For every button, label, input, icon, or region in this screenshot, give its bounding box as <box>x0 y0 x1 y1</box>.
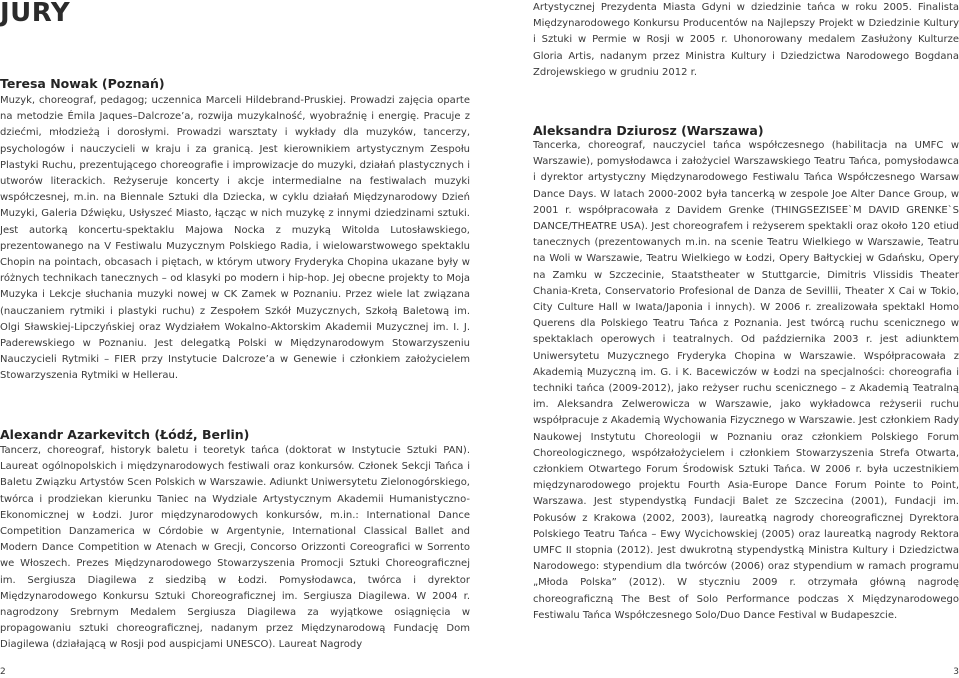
juror-bio-azarkevitch: Tancerz, choreograf, historyk baletu i teoretyk tańca (doktorat w Instytucie Sztuki PAN). Laureat ogólnopolskich i międzynarodowych festiwali oraz konkursów. Członek Sekcji Tańca i Baletu Związku Artystów Scen Polskich w Warszawie. Adiunkt Uniwersytetu Zielonogórskiego, twórca i prodziekan kierunku Taniec na Wydziale Artystycznym Akademii Humanistyczno-Ekonomicznej w Łodzi. Juror międzynarodowych konkursów, m.in.: International Dance Competition Danzamerica w Córdobie w Argentynie, International Classical Ballet and Modern Dance Competition w Atenach w Grecji, Concorso Orizzonti Coreografici w Sorrento we Włoszech. Prezes Międzynarodowego Stowarzyszenia Promocji Sztuki Choreograficznej im. Sergiusza Diagilewa z siedzibą w Łodzi. Pomysłodawca, twórca i dyrektor Międzynarodowego Konkursu Sztuki Choreograficznej im. Sergiusza Diagilewa. W 2004 r. nagrodzony Srebrnym Medalem Sergiusza Diagilewa za wyjątkowe osiągnięcia w propagowaniu sztuki choreograficznej, nadanym przez Międzynarodową Fundację Dom Diagilewa (działającą w Rosji pod auspicjami UNESCO). Laureat Nagrody <box>0 445 470 651</box>
page-title: JURY <box>0 0 71 28</box>
juror-bio-azarkevitch-continued: Artystycznej Prezydenta Miasta Gdyni w dziedzinie tańca w roku 2005. Finalista Międzynarodowego Konkursu Producentów na Najlepszy Projekt w Dziedzinie Kultury i Sztuki w Permie w Rosji w 2005 r. Uhonorowany medalem Zasłużony Kulturze Gloria Artis, nadanym przez Ministra Kultury i Dziedzictwa Narodowego Bogdana Zdrojewskiego w grudniu 2012 r. <box>533 2 959 78</box>
page-number-left: 2 <box>0 667 6 677</box>
right-page <box>533 0 959 678</box>
page-number-right: 3 <box>953 667 959 677</box>
juror-bio-dziurosz: Tancerka, choreograf, nauczyciel tańca współczesnego (habilitacja na UMFC w Warszawie), pomysłodawca i założyciel Warszawskiego Teatru Tańca, pomysłodawca i dyrektor artystyczny Międzynarodowego Festiwalu Tańca Współczesnego Warsaw Dance Days. W latach 2000-2002 była tancerką w zespole Joe Alter Dance Group, w 2001 r. współpracowała z Davidem Grenke (THINGSEZISEE`M DAVID GRENKE`S DANCE/THEATRE USA). Jest choreografem i reżyserem spektakli oraz około 120 etiud tanecznych (prezentowanych m.in. na scenie Teatru Wielkiego w Warszawie, Teatru na Woli w Warszawie, Teatru Wielkiego w Łodzi, Opery Bałtyckiej w Gdańsku, Opery na Zamku w Szczecinie, Staatstheater w Stuttgarcie, Dimitris Vlissidis Theater Chania-Kreta, Conservatorio Profesional de Danza de Sevillii, Theater X Cai w Tokio, City Culture Hall w Iwata/Japonia i innych). W 2006 r. zrealizowała spektakl Homo Querens dla Polskiego Teatru Tańca z Poznania. Jest twórcą ruchu scenicznego w spektaklach operowych i teatralnych. Od października 2003 r. jest adiunktem Uniwersytetu Muzycznego Fryderyka Chopina w Warszawie. Współpracowała z Akademią Muzyczną im. G. i K. Bacewiczów w Łodzi na specjalności: choreografia i techniki tańca (2009-2012), jako reżyser ruchu scenicznego – z Akademią Teatralną im. Aleksandra Zelwerowicza w Warszawie, jako wykładowca reżyserii ruchu współpracuje z Akademią Wychowania Fizycznego w Warszawie. Jest członkiem Rady Naukowej Instytutu Choreologii w Poznaniu oraz członkiem Polskiego Forum Choreologicznego, współzałożycielem i członkiem Stowarzyszenia Strefa Otwarta, członkiem Otwartego Forum Środowisk Sztuki Tańca. W 2006 r. była uczestnikiem międzynarodowego projektu Fourth Asia-Europe Dance Forum Pointe to Point, Warszawa. Jest stypendystką Fundacji Balet ze Szczecina (2001), Fundacji im. Pokusów z Krakowa (2002, 2003), laureatką nagrody choreograficznej Dyrektora Polskiego Teatru Tańca – Ewy Wycichowskiej (2005) oraz laureatką nagrody Rektora UMFC II stopnia (2012). Jest dwukrotną stypendystką Ministra Kultury i Dziedzictwa Narodowego: stypendium dla twórców (2006) oraz stypendium w ramach programu „Młoda Polska” (2012). W styczniu 2009 r. otrzymała główną nagrodę choreograficzną The Best of Solo Performance podczas X Międzynarodowego Festiwalu Tańca Współczesnego Solo/Duo Dance Festival w Budapeszcie. <box>533 140 959 621</box>
juror-bio-nowak: Muzyk, choreograf, pedagog; uczennica Marceli Hildebrand-Pruskiej. Prowadzi zajęcia oparte na metodzie Émila Jaques–Dalcroze’a, rozwija muzykalność, wyobraźnię i energię. Pracuje z dziećmi, młodzieżą i dorosłymi. Prowadzi warsztaty i wykłady dla muzyków, tancerzy, psychologów i nauczycieli w kraju i za granicą. Jest kierownikiem artystycznym Zespołu Plastyki Ruchu, prezentującego choreografie i improwizacje do muzyki, działań plastycznych i utworów literackich. Reżyseruje koncerty i akcje intermedialne na festiwalach muzyki współczesnej, m.in. na Biennale Sztuki dla Dziecka, w cyklu działań Międzynarodowy Dzień Muzyki, Galeria Dźwięku, Usłyszeć Miasto, łącząc w nich muzykę z innymi dziedzinami sztuki. Jest autorką koncertu-spektaklu Majowa Nocka z muzyką Witolda Lutosławskiego, prezentowanego na V Festiwalu Muzycznym Polskiego Radia, i wielowarstwowego spektaklu Chopin na pointach, obcasach i piętach, w którym utwory Fryderyka Chopina ukazane były w różnych technikach tanecznych – od klasyki po modern i hip-hop. Jej obecne projekty to Moja Muzyka i Lekcje słuchania muzyki nowej w CK Zamek w Poznaniu. Przez wiele lat związana (nauczaniem rytmiki i plastyki ruchu) z Zespołem Szkół Muzycznych, Szkołą Baletową im. Olgi Sławskiej-Lipczyńskiej oraz Wydziałem Wokalno-Aktorskim Akademii Muzycznej im. I. J. Paderewskiego w Poznaniu. Jest delegatką Polski w Międzynarodowym Stowarzyszeniu Nauczycieli Rytmiki – FIER przy Instytucie Dalcroze’a w Genewie i członkiem założycielem Stowarzyszenia Rytmiki w Hellerau. <box>0 95 470 382</box>
juror-name-nowak: Teresa Nowak (Poznań) <box>0 76 165 91</box>
juror-name-azarkevitch: Alexandr Azarkevitch (Łódź, Berlin) <box>0 427 250 442</box>
left-page <box>0 0 470 678</box>
juror-name-dziurosz: Aleksandra Dziurosz (Warszawa) <box>533 123 764 138</box>
